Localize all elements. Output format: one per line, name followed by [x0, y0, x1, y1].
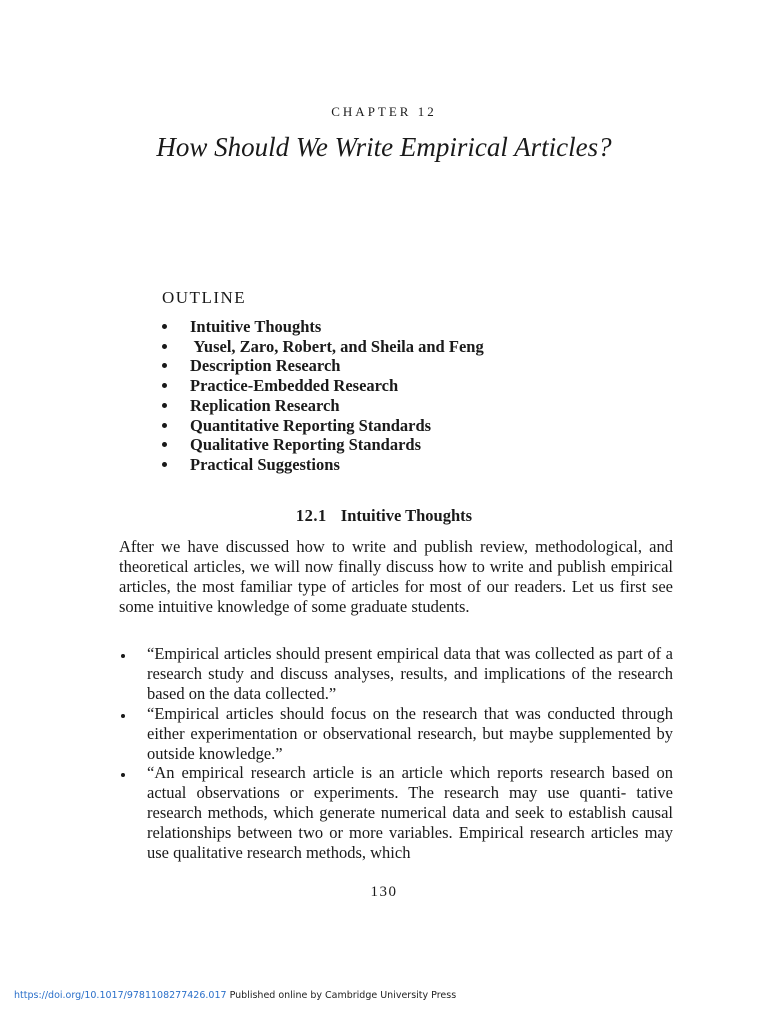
bullet-icon: [162, 403, 167, 408]
outline-item-label: Description Research: [190, 356, 341, 376]
outline-item: [162, 435, 484, 455]
quote-text: “Empirical articles should present empirical data that was collected as part of a research study and discuss analyses, results, and implications of the research based on the data collected.”: [147, 644, 673, 703]
quote-list: [119, 644, 673, 863]
bullet-icon: [121, 714, 125, 718]
bullet-icon: [162, 462, 167, 467]
bullet-icon: [162, 344, 167, 349]
chapter-title: How Should We Write Empirical Articles?: [156, 132, 612, 162]
footer: [14, 990, 456, 1001]
outline-item: [162, 455, 484, 475]
chapter-label: CHAPTER 12: [331, 104, 437, 119]
outline-item-label: Practice-Embedded Research: [190, 376, 399, 396]
footer-text: Published online by Cambridge University Press: [226, 990, 457, 1001]
outline-item: [162, 356, 484, 376]
outline-item: [162, 337, 484, 357]
intro-paragraph: After we have discussed how to write and publish review, methodological, and theoretical articles, we will now finally discuss how to write and publish empirical articles, the most familiar type of articles for most of our readers. Let us first see some intuitive knowledge of some graduate students.: [119, 537, 673, 616]
quote-item: [119, 763, 673, 863]
outline-item-label: Qualitative Reporting Standards: [190, 435, 422, 455]
outline-item: [162, 416, 484, 436]
bullet-icon: [121, 654, 125, 658]
bullet-icon: [162, 442, 167, 447]
quote-text: “An empirical research article is an article which reports research based on actual observations or experiments. The research may use quanti- tative research methods, which generate numerical data and seek to establish causal relationships between two or more variables. Empirical research articles may use qualitative research methods, which: [147, 763, 673, 863]
bullet-icon: [162, 423, 167, 428]
outline-heading: OUTLINE: [162, 288, 247, 307]
doi-link[interactable]: https://doi.org/10.1017/9781108277426.017: [14, 990, 227, 1001]
bullet-icon: [121, 773, 125, 777]
outline-item-label: Intuitive Thoughts: [190, 317, 322, 336]
page-number: 130: [370, 884, 398, 900]
section-title: Intuitive Thoughts: [340, 506, 473, 525]
outline-item: [162, 317, 484, 337]
section-number: 12.1: [295, 506, 327, 525]
bullet-icon: [162, 363, 167, 368]
quote-item: [119, 644, 673, 704]
quote-text: “Empirical articles should focus on the research that was conducted through either experimentation or observational research, but maybe supplemented by outside knowledge.”: [147, 703, 673, 763]
section-heading: [0, 506, 768, 526]
outline-item: [162, 376, 484, 396]
outline-list: [162, 317, 484, 475]
outline-item-label: Practical Suggestions: [190, 454, 340, 474]
outline-item: [162, 396, 484, 416]
outline-item-label: Replication Research: [190, 395, 340, 415]
outline-item-label: Yusel, Zaro, Robert, and Sheila and Feng: [190, 336, 484, 356]
outline-item-label: Quantitative Reporting Standards: [190, 415, 432, 435]
quote-item: [119, 704, 673, 764]
bullet-icon: [162, 324, 167, 329]
bullet-icon: [162, 383, 167, 388]
